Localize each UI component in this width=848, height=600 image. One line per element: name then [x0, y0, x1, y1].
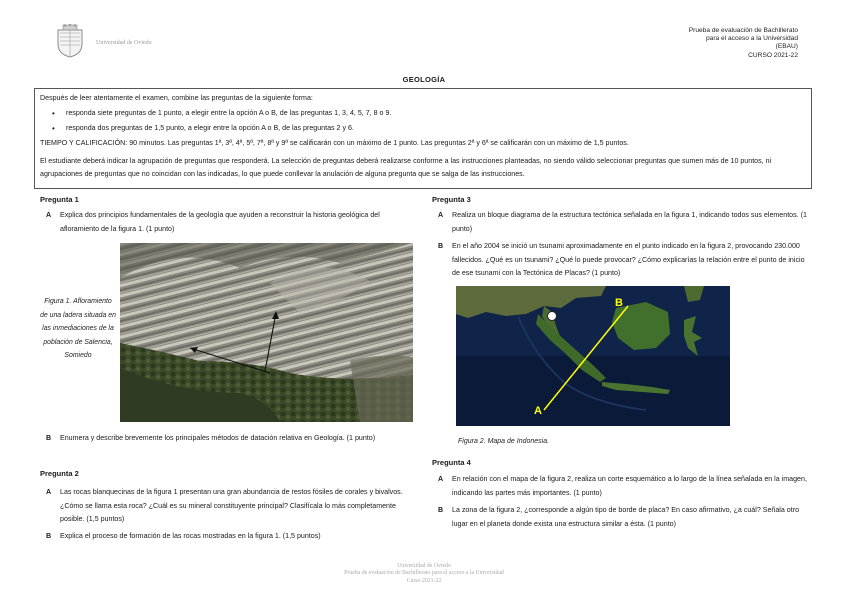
header-line: Prueba de evaluación de Bachillerato [688, 27, 798, 34]
option-text: Realiza un bloque diagrama de la estructura tectónica señalada en la figura 1, indicando todos sus elementos. (1 punto) [452, 211, 807, 233]
figure-2-caption: Figura 2. Mapa de Indonesia. [458, 438, 550, 445]
option-text: Explica dos principios fundamentales de la geología que ayuden a reconstruir la historia geológica del afloramiento de la figura 1. (1 punto) [60, 211, 380, 233]
option-text: En el año 2004 se inició un tsunami aproximadamente en el punto indicado en la figura 2, provocando 230.000 fallecidos. ¿Qué es un tsunami? ¿Qué lo puede provocar? ¿Cómo explicarías la relación entre el punto de inicio de ese tsunami con la Tectónica de Placas? (1 punto) [452, 242, 805, 277]
question-3-title: Pregunta 3 [432, 195, 471, 204]
instructions-option: • responda dos preguntas de 1,5 punto, a elegir entre la opción A o B, de las preguntas 2 y 6. [52, 124, 806, 133]
question-3-option-a [438, 209, 810, 236]
footer-line: Prueba de evaluación de Bachillerato para el acceso a la Universidad [344, 570, 504, 577]
option-letter: A [46, 488, 52, 496]
question-4-option-b [438, 504, 810, 531]
option-text: Las rocas blanquecinas de la figura 1 presentan una gran abundancia de restos fósiles de corales y bivalvos. ¿Cómo se llama esta roca? ¿Cuál es su mineral constituyente principal? Clasifícala lo más completamente posible. (1,5 puntos) [60, 488, 403, 523]
option-text: En relación con el mapa de la figura 2, realiza un corte esquemático a lo largo de la línea señalada en la imagen, indicando las partes más importantes. (1 punto) [452, 475, 807, 497]
instructions-options [52, 109, 806, 133]
header-line: CURSO 2021-22 [748, 51, 798, 59]
exam-header [638, 27, 798, 60]
university-name: Universidad de Oviedo [96, 40, 152, 46]
question-3-option-b [438, 240, 810, 281]
university-logo [52, 24, 172, 60]
instructions-note: El estudiante deberá indicar la agrupación de preguntas que responderá. La selección de preguntas deberá realizarse conforme a las instrucciones planteadas, no siendo válido seleccionar preguntas que sumen más de 10 puntos, ni agrupaciones de preguntas que no coincidan con las indicadas, lo que puede conllevar la anulación de alguna pregunta que se salga de las instrucciones. [40, 157, 772, 178]
figure-1-caption: Figura 1. Afloramiento de una ladera situada en las inmediaciones de la población de Salencia, Somiedo [40, 298, 116, 360]
question-4-option-a [438, 473, 810, 500]
option-text: Enumera y describe brevemente los principales métodos de datación relativa en Geología. (1 punto) [60, 434, 376, 442]
question-2-option-a [46, 486, 416, 527]
footer-line: Curso 2021-22 [406, 577, 442, 584]
map-label-a: A [534, 405, 542, 417]
header-line: para el acceso a la Universidad [706, 35, 798, 43]
option-letter: A [438, 475, 444, 483]
question-1-option-b [46, 432, 416, 446]
footer-line: Universidad de Oviedo [397, 563, 451, 569]
question-2-option-b [46, 530, 416, 544]
option-text: Explica el proceso de formación de las rocas mostradas en la figura 1. (1,5 puntos) [60, 532, 321, 540]
question-1-title: Pregunta 1 [40, 195, 79, 204]
instructions-box [34, 88, 812, 189]
figure-2-indonesia-map [456, 286, 730, 426]
option-letter: B [438, 242, 444, 250]
university-crest-icon [52, 24, 88, 58]
page-footer [0, 563, 848, 585]
header-line: (EBAU) [775, 43, 798, 51]
question-4-title: Pregunta 4 [432, 458, 471, 467]
option-text: La zona de la figura 2, ¿corresponde a algún tipo de borde de placa? En caso afirmativo, ¿a cuál? Señala otro lugar en el planeta donde exista una estructura similar a ésta. (1 punto) [452, 506, 800, 528]
instructions-option: • responda siete preguntas de 1 punto, a elegir entre la opción A o B, de las preguntas 1, 3, 4, 5, 7, 8 o 9. [52, 109, 806, 118]
question-1-option-a [46, 209, 413, 236]
map-label-b: B [615, 297, 623, 309]
question-2-title: Pregunta 2 [40, 469, 79, 478]
option-letter: B [46, 532, 52, 540]
figure-1-outcrop-photo [120, 243, 413, 422]
option-letter: B [46, 434, 52, 442]
instructions-time: TIEMPO Y CALIFICACIÓN: 90 minutos. Las preguntas 1ª, 3ª, 4ª, 5ª, 7ª, 8ª y 9ª se calificarán con un máximo de 1 punto. Las preguntas 2ª y 6ª se calificarán con un máximo de 1,5 puntos. [40, 139, 629, 147]
option-letter: B [438, 506, 444, 514]
option-letter: A [438, 211, 444, 219]
page-title: GEOLOGÍA [402, 75, 446, 84]
instructions-intro: Después de leer atentamente el examen, combine las preguntas de la siguiente forma: [40, 94, 313, 102]
option-letter: A [46, 211, 52, 219]
